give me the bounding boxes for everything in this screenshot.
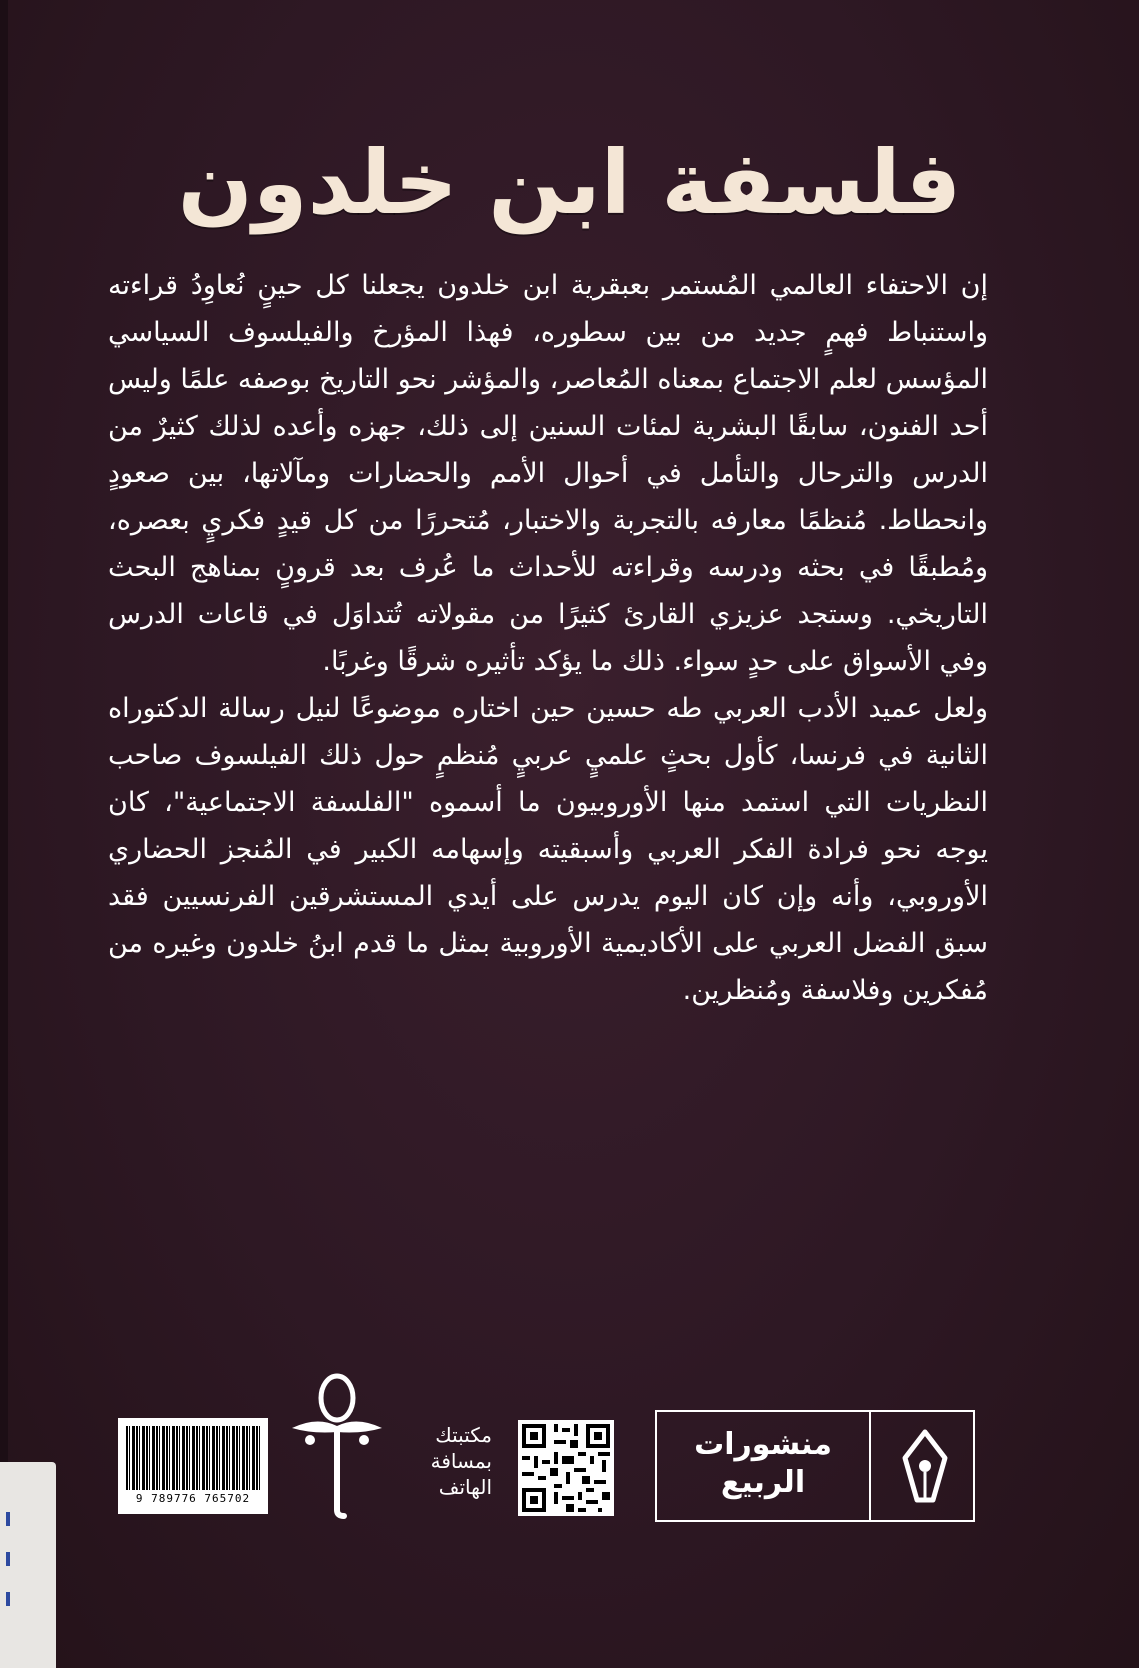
book-title: فلسفة ابن خلدون xyxy=(177,131,962,234)
sticker-mark xyxy=(6,1512,10,1526)
ankh-icon xyxy=(282,1370,392,1520)
app-promo-line-1: مكتبتك xyxy=(435,1423,492,1447)
app-promo-line-2: بمسافة xyxy=(430,1449,492,1473)
barcode-bars xyxy=(126,1426,260,1490)
publisher-name xyxy=(665,1426,861,1502)
app-promo-line-3: الهاتف xyxy=(438,1475,492,1499)
publisher-logo xyxy=(655,1410,975,1522)
publisher-divider xyxy=(869,1412,871,1520)
cover-footer xyxy=(0,1330,1139,1530)
blurb-paragraph-2: ولعل عميد الأدب العربي طه حسين حين اختاره موضوعًا لنيل رسالة الدكتوراه الثانية في فرنسا، كأول بحثٍ علميٍ عربيٍ مُنظمٍ حول ذلك الفيلسوف صاحب النظريات التي استمد منها الأوروبيون ما أسموه "الفلسفة الاجتماعية"، كان يوجه نحو فرادة الفكر العربي وأسبقيته وإسهامه الكبير في المُنجز الحضاري الأوروبي، وأنه وإن كان اليوم يدرس على أيدي المستشرقين الفرنسيين فقد سبق الفضل العربي على الأكاديمية الأوروبية بمثل ما قدم ابنُ خلدون وغيره من مُفكرين وفلاسفة ومُنظرين. xyxy=(108,693,988,1006)
qr-code[interactable] xyxy=(518,1420,614,1516)
blurb-text xyxy=(108,262,988,1014)
isbn-barcode xyxy=(118,1418,268,1514)
price-sticker xyxy=(0,1462,56,1668)
sticker-mark xyxy=(6,1552,10,1566)
app-promo-text xyxy=(392,1422,492,1500)
publisher-name-line-2: الربيع xyxy=(720,1465,806,1500)
publisher-name-line-1: منشورات xyxy=(694,1427,832,1462)
pen-nib-icon xyxy=(893,1428,957,1506)
barcode-number: 9 789776 765702 xyxy=(135,1492,251,1505)
sticker-mark xyxy=(6,1592,10,1606)
blurb-paragraph-1: إن الاحتفاء العالمي المُستمر بعبقرية ابن خلدون يجعلنا كل حينٍ نُعاوِدُ قراءته واستنباط فهمٍ جديد من بين سطوره، فهذا المؤرخ والفيلسوف السياسي المؤسس لعلم الاجتماع بمعناه المُعاصر، والمؤشر نحو التاريخ بوصفه علمًا وليس أحد الفنون، سابقًا البشرية لمئات السنين إلى ذلك، جهزه وأعده لذلك كثيرٌ من الدرس والترحال والتأمل في أحوال الأمم والحضارات ومآلاتها، بين صعودٍ وانحطاط. مُنظمًا معارفه بالتجربة والاختبار، مُتحررًا من كل قيدٍ فكريٍ بعصره، ومُطبقًا في بحثه ودرسه وقراءته للأحداث ما عُرف بعد قرونٍ بمناهج البحث التاريخي. وستجد عزيزي القارئ كثيرًا من مقولاته تُتداوَل في قاعات الدرس وفي الأسواق على حدٍ سواء. ذلك ما يؤكد تأثيره شرقًا وغربًا. xyxy=(108,270,988,677)
